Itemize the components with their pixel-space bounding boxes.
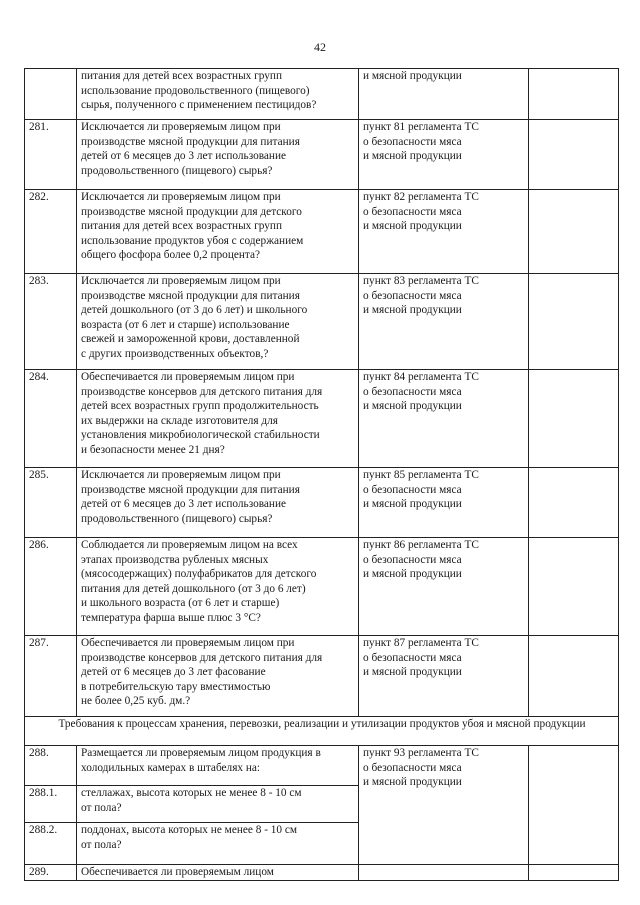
table-row [25,538,619,636]
regulation-reference: пункт 93 регламента ТС о безопасности мяса и мясной продукции [359,746,529,865]
table-row [25,120,619,190]
question-text: Исключается ли проверяемым лицом при производстве мясной продукции для питания детей от 6 месяцев до 3 лет использование продовольственного (пищевого) сырья? [77,468,359,538]
table-row [25,468,619,538]
row-number [25,69,77,120]
section-header-row [25,717,619,746]
row-number: 282. [25,190,77,274]
row-number: 281. [25,120,77,190]
answer-cell [529,69,619,120]
answer-cell [529,120,619,190]
answer-cell [529,274,619,370]
row-number: 283. [25,274,77,370]
question-text: Соблюдается ли проверяемым лицом на всех этапах производства рубленых мясных (мясосодержащих) полуфабрикатов для детского питания для детей дошкольного (от 3 до 6 лет) и школьного возраста (от 6 лет и старше) температура фарша выше плюс 3 °С? [77,538,359,636]
page-number: 42 [314,40,326,54]
regulation-reference [359,865,529,881]
question-text: Исключается ли проверяемым лицом при производстве мясной продукции для питания детей от 6 месяцев до 3 лет использование продовольственного (пищевого) сырья? [77,120,359,190]
answer-cell [529,370,619,468]
answer-cell [529,190,619,274]
question-text: Обеспечивается ли проверяемым лицом при производстве консервов для детского питания для детей всех возрастных групп продолжительность их выдержки на складе изготовителя для установления микробиологической стабильности и безопасности менее 21 дня? [77,370,359,468]
section-title: Требования к процессам хранения, перевозки, реализации и утилизации продуктов убоя и мясной продукции [25,717,619,746]
table-row-288 [25,746,619,786]
row-number: 287. [25,636,77,717]
answer-cell [529,538,619,636]
regulation-reference: пункт 85 регламента ТС о безопасности мяса и мясной продукции [359,468,529,538]
answer-cell [529,746,619,865]
row-number: 288.1. [25,786,77,823]
question-text: стеллажах, высота которых не менее 8 - 10 см от пола? [77,786,359,823]
regulation-reference: пункт 83 регламента ТС о безопасности мяса и мясной продукции [359,274,529,370]
table-row [25,190,619,274]
question-text: Обеспечивается ли проверяемым лицом [77,865,359,881]
regulation-reference: пункт 86 регламента ТС о безопасности мяса и мясной продукции [359,538,529,636]
table-row [25,636,619,717]
table-row [25,274,619,370]
row-number: 285. [25,468,77,538]
answer-cell [529,865,619,881]
question-text: питания для детей всех возрастных групп использование продовольственного (пищевого) сырья, полученного с применением пестицидов? [77,69,359,120]
table-row [25,69,619,120]
row-number: 286. [25,538,77,636]
answer-cell [529,636,619,717]
checklist-table [24,68,619,881]
regulation-reference: пункт 87 регламента ТС о безопасности мяса и мясной продукции [359,636,529,717]
table-row-289 [25,865,619,881]
regulation-reference: пункт 84 регламента ТС о безопасности мяса и мясной продукции [359,370,529,468]
regulation-reference: пункт 81 регламента ТС о безопасности мяса и мясной продукции [359,120,529,190]
question-text: Исключается ли проверяемым лицом при производстве мясной продукции для питания детей дошкольного (от 3 до 6 лет) и школьного возраста (от 6 лет и старше) использование свежей и замороженной крови, доставленной с других производственных объектов,? [77,274,359,370]
row-number: 289. [25,865,77,881]
question-text: поддонах, высота которых не менее 8 - 10 см от пола? [77,823,359,865]
question-text: Размещается ли проверяемым лицом продукция в холодильных камерах в штабелях на: [77,746,359,786]
question-text: Исключается ли проверяемым лицом при производстве мясной продукции для детского питания для детей всех возрастных групп использование продуктов убоя с содержанием общего фосфора более 0,2 процента? [77,190,359,274]
regulation-reference: пункт 82 регламента ТС о безопасности мяса и мясной продукции [359,190,529,274]
question-text: Обеспечивается ли проверяемым лицом при производстве консервов для детского питания для детей от 6 месяцев до 3 лет фасование в потребительскую тару вместимостью не более 0,25 куб. дм.? [77,636,359,717]
row-number: 288.2. [25,823,77,865]
row-number: 288. [25,746,77,786]
regulation-reference: и мясной продукции [359,69,529,120]
table-row [25,370,619,468]
row-number: 284. [25,370,77,468]
answer-cell [529,468,619,538]
